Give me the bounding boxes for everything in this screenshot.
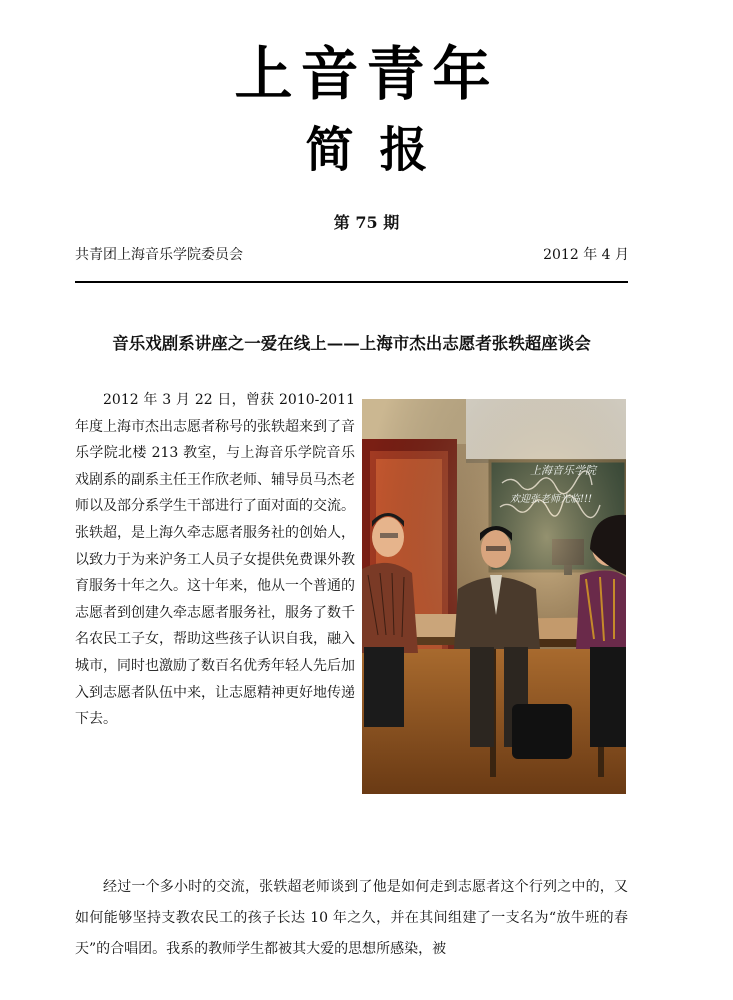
- article-paragraph-2: 经过一个多小时的交流，张轶超老师谈到了他是如何走到志愿者这个行列之中的，又如何能够坚持支教农民工的孩子长达 10 年之久，并在其间组建了一支名为“放牛班的春天”的合唱团。我系的教师学生都被其大爱的思想所感染，被: [75, 879, 628, 957]
- article-photo: [362, 399, 626, 794]
- masthead-title: 上音青年: [234, 40, 499, 108]
- article-headline: 音乐戏剧系讲座之一爱在线上——上海市杰出志愿者张轶超座谈会: [112, 334, 591, 353]
- photo-blackboard-text: 上海音乐学院: [530, 464, 596, 477]
- issue-number: 第 75 期: [333, 213, 400, 232]
- publisher: 共青团上海音乐学院委员会: [75, 247, 243, 263]
- publication-date: 2012 年 4 月: [543, 247, 629, 263]
- header-divider: [75, 281, 628, 283]
- article-paragraph-1: 2012 年 3 月 22 日，曾获 2010-2011 年度上海市杰出志愿者称号的张轶超来到了音乐学院北楼 213 教室，与上海音乐学院音乐戏剧系的副系主任王作欣老师、辅导员马杰老师以及部分系学生干部进行了面对面的交流。张轶超，是上海久牵志愿者服务社的创始人，以致力于为来沪务工人员子女提供免费课外教育服务十年之久。这十年来，他从一个普通的志愿者到创建久牵志愿者服务社，服务了数千名农民工子女，帮助这些孩子认识自我，融入城市，同时也激励了数百名优秀年轻人先后加入到志愿者队伍中来，让志愿精神更好地传递下去。: [75, 392, 355, 728]
- photo-blackboard-text-2: 欢迎张老师光临!!!: [510, 494, 593, 505]
- masthead-subtitle: 简报: [305, 122, 454, 178]
